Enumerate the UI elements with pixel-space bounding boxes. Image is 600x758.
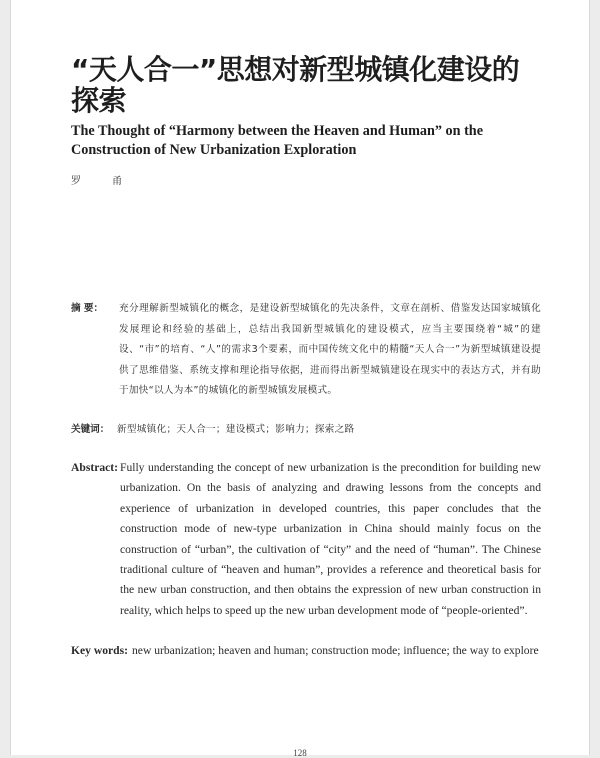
keywords-chinese-label: 关键词：	[71, 424, 110, 435]
keywords-english-text: new urbanization; heaven and human; construction mode; influence; the way to explore	[132, 644, 539, 657]
title-english: The Thought of “Harmony between the Heaven and Human” on the Construction of New Urbanization Exploration	[71, 123, 483, 158]
paper-page	[10, 0, 590, 758]
abstract-chinese	[71, 299, 541, 402]
abstract-english-label: Abstract:	[71, 461, 119, 474]
abstract-chinese-text: 充分理解新型城镇化的概念，是建设新型城镇化的先决条件，文章在剖析、借鉴发达国家城镇化发展理论和经验的基础上，总结出我国新型城镇化的建设模式，应当主要围绕着“城”的建设、“市”的培育、“人”的需求3个要素，而中国传统文化中的精髓“天人合一”为新型城镇建设提供了思维借鉴、系统支撑和理论指导依据，进而得出新型城镇建设在现实中的表达方式，并有助于加快“以人为本”的城镇化的新型城镇发展模式。	[119, 303, 541, 397]
title-chinese: “天人合一”思想对新型城镇化建设的探索	[71, 53, 520, 117]
abstract-english-text: Fully understanding the concept of new urbanization is the precondition for building new urbanization. On the basis of analyzing and drawing lessons from the concepts and experience of urbanization in developed countries, this paper concludes that the construction mode of new-type urbanization in China should mainly focus on the construction of “urban”, the cultivation of “city” and the need of “human”. The Chinese traditional culture of “heaven and human”, provides a reference and theoretical basis for the new urban construction, and then obtains the expression of new urban construction in reality, which helps to speed up the new urban development mode of “people-oriented”.	[120, 461, 541, 617]
keywords-chinese	[71, 420, 541, 440]
keywords-english	[71, 641, 541, 661]
keywords-chinese-text: 新型城镇化；天人合一；建设模式；影响力；探索之路	[117, 424, 355, 435]
author-name: 罗 甬	[71, 176, 137, 187]
abstract-chinese-label: 摘 要：	[71, 303, 104, 314]
page-number: 128	[293, 748, 307, 758]
keywords-english-label: Key words:	[71, 644, 128, 657]
abstract-english	[71, 458, 541, 621]
